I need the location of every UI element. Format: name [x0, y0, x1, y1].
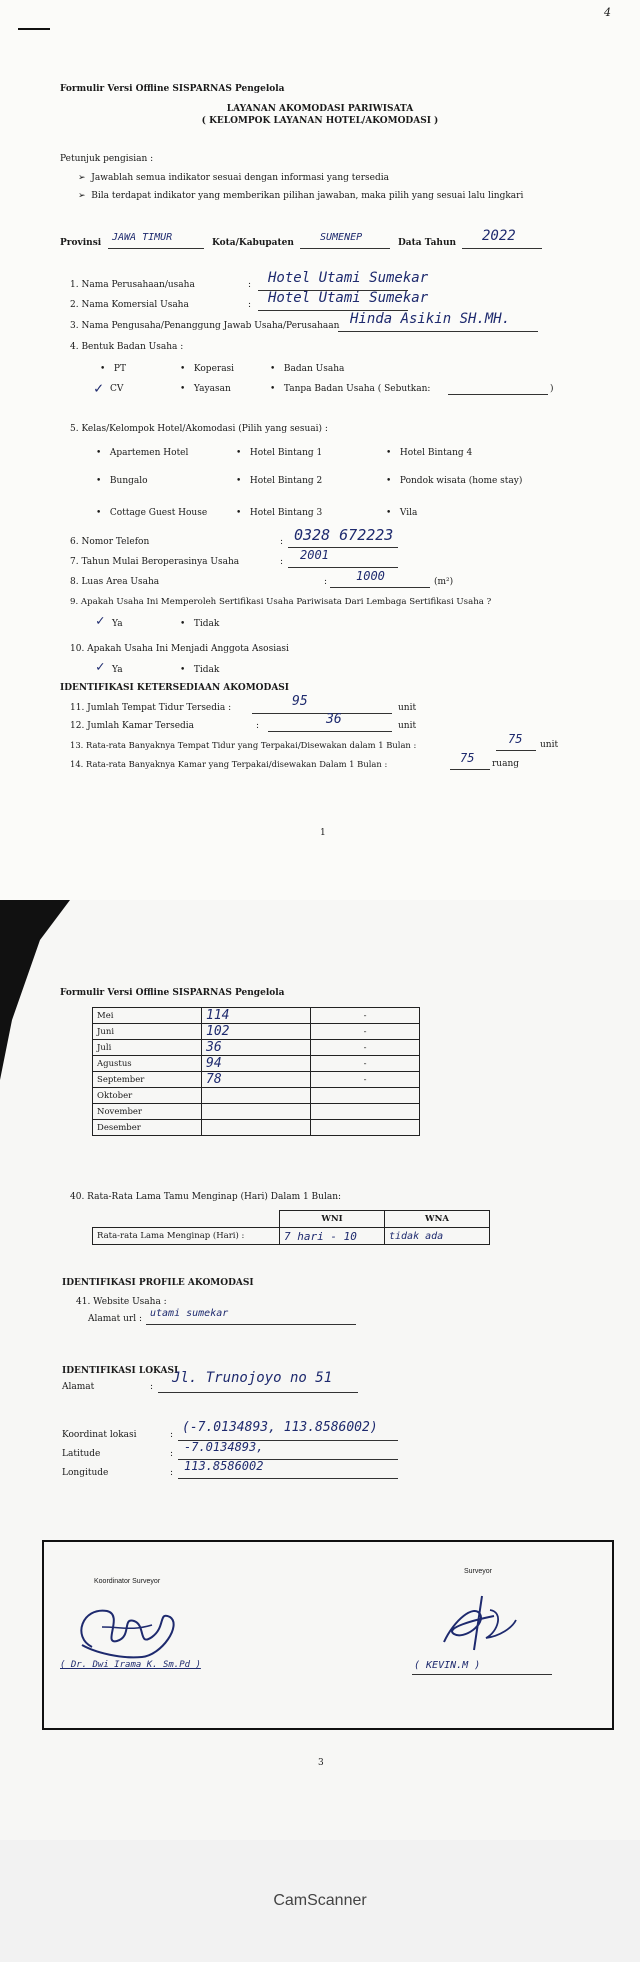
section-lokasi: IDENTIFIKASI LOKASI [62, 1366, 179, 1376]
q11-value: 95 [292, 694, 308, 709]
longitude-value: 113.8586002 [184, 1459, 264, 1473]
tahun-label: Data Tahun [398, 238, 457, 248]
corner-mark: 4 [604, 6, 611, 19]
surveyor-signature [424, 1590, 534, 1660]
table-row: Oktober [93, 1088, 420, 1104]
koordinat-label: Koordinat lokasi [62, 1430, 137, 1440]
page-number: 3 [318, 1758, 324, 1768]
table-row: Juni 102 - [93, 1024, 420, 1040]
q10-option-no[interactable]: • Tidak [180, 665, 220, 675]
tahun-value: 2022 [482, 228, 516, 244]
scan-shadow [0, 900, 80, 1100]
q7-label: 7. Tahun Mulai Beroperasinya Usaha [70, 557, 240, 567]
q2-label: 2. Nama Komersial Usaha [70, 300, 189, 310]
alamat-value: Jl. Trunojoyo no 51 [172, 1370, 333, 1386]
instructions-title: Petunjuk pengisian : [60, 154, 154, 164]
q5-option[interactable]: • Hotel Bintang 2 [236, 476, 323, 486]
q6-label: 6. Nomor Telefon [70, 537, 150, 547]
signature-box [42, 1540, 614, 1730]
provinsi-label: Provinsi [60, 238, 102, 248]
table-row: Mei 114 - [93, 1008, 420, 1024]
q4-check: ✓ [94, 379, 104, 397]
surveyor-label: Surveyor [464, 1568, 493, 1575]
q4-option-cv[interactable]: CV [110, 384, 124, 394]
q13-label: 13. Rata-rata Banyaknya Tempat Tidur yang Terpakai/Disewakan dalam 1 Bulan : [70, 740, 417, 750]
top-left-dash [18, 28, 50, 30]
heading-2: ( KELOMPOK LAYANAN HOTEL/AKOMODASI ) [201, 116, 439, 126]
q13-value: 75 [508, 732, 523, 746]
monthly-guests-table [92, 1007, 420, 1136]
q10-label: 10. Apakah Usaha Ini Menjadi Anggota Asosiasi [70, 644, 289, 654]
q5-option[interactable]: • Bungalo [96, 476, 148, 486]
form-title: Formulir Versi Offline SISPARNAS Pengelola [60, 988, 285, 998]
app-name: CamScanner [273, 1892, 367, 1909]
instruction-1: ➢ Jawablah semua indikator sesuai dengan informasi yang tersedia [78, 173, 389, 183]
latitude-value: -7.0134893, [184, 1440, 264, 1454]
q4-label: 4. Bentuk Badan Usaha : [70, 342, 184, 352]
kota-label: Kota/Kabupaten [212, 238, 294, 248]
q4-option-koperasi[interactable]: • Koperasi [180, 364, 235, 374]
table-row: November [93, 1104, 420, 1120]
q40-label: 40. Rata-Rata Lama Tamu Menginap (Hari) Dalam 1 Bulan: [70, 1192, 342, 1202]
instruction-2: ➢ Bila terdapat indikator yang memberikan pilihan jawaban, maka pilih yang sesuai lalu lingkari [78, 191, 524, 201]
q5-option[interactable]: • Apartemen Hotel [96, 448, 189, 458]
q5-label: 5. Kelas/Kelompok Hotel/Akomodasi (Pilih yang sesuai) : [70, 424, 328, 434]
q9-label: 9. Apakah Usaha Ini Memperoleh Sertifikasi Usaha Pariwisata Dari Lembaga Sertifikasi Usaha ? [70, 597, 492, 607]
q9-option-yes[interactable]: Ya [112, 619, 123, 629]
q9-check: ✓ [96, 613, 105, 629]
q5-option[interactable]: • Hotel Bintang 3 [236, 508, 323, 518]
q10-check: ✓ [96, 659, 105, 675]
q5-option[interactable]: • Hotel Bintang 1 [236, 448, 323, 458]
app-footer [0, 1840, 640, 1962]
table-row: Agustus 94 - [93, 1056, 420, 1072]
koordinator-label: Koordinator Surveyor [94, 1578, 161, 1585]
q9-option-no[interactable]: • Tidak [180, 619, 220, 629]
q8-value: 1000 [356, 569, 385, 583]
latitude-label: Latitude [62, 1449, 101, 1459]
section-profile: IDENTIFIKASI PROFILE AKOMODASI [62, 1278, 254, 1288]
q12-label: 12. Jumlah Kamar Tersedia [70, 721, 195, 731]
q5-option[interactable]: • Cottage Guest House [96, 508, 208, 518]
table-row: September 78 - [93, 1072, 420, 1088]
koordinator-signature [62, 1597, 202, 1667]
q2-value: Hotel Utami Sumekar [268, 290, 429, 306]
url-value: utami sumekar [150, 1308, 229, 1319]
q7-value: 2001 [300, 548, 329, 562]
koordinator-name: ( Dr. Dwi Irama K. Sm.Pd ) [60, 1660, 201, 1670]
q11-label: 11. Jumlah Tempat Tidur Tersedia : [70, 703, 232, 713]
q5-option[interactable]: • Vila [386, 508, 418, 518]
alamat-label: Alamat [62, 1382, 95, 1392]
q5-option[interactable]: • Hotel Bintang 4 [386, 448, 473, 458]
q41-label: 41. Website Usaha : [76, 1297, 167, 1307]
q4-option-tanpa[interactable]: • Tanpa Badan Usaha ( Sebutkan: [270, 384, 431, 394]
q12-value: 36 [326, 712, 342, 727]
surveyor-name: ( KEVIN.M ) [414, 1660, 481, 1671]
q8-unit: (m²) [434, 577, 454, 587]
table-row: Juli 36 - [93, 1040, 420, 1056]
q5-option[interactable]: • Pondok wisata (home stay) [386, 476, 523, 486]
q1-value: Hotel Utami Sumekar [268, 270, 429, 286]
table-row: Desember [93, 1120, 420, 1136]
q3-label: 3. Nama Pengusaha/Penanggung Jawab Usaha/Perusahaan [70, 321, 340, 331]
q14-value: 75 [460, 751, 475, 765]
url-label: Alamat url : [88, 1314, 142, 1324]
stay-duration-table: WNI WNA Rata-rata Lama Menginap (Hari) : 7 hari - 10 tidak ada [92, 1210, 490, 1245]
q4-option-pt[interactable]: • PT [100, 364, 126, 374]
form-page-1: 4 Formulir Versi Offline SISPARNAS Pengelola LAYANAN AKOMODASI PARIWISATA ( KELOMPOK LAYANAN HOTEL/AKOMODASI ) Petunjuk pengisian : ➢ Jawablah semua indikator sesuai dengan informasi yang tersedia ➢ Bila terdapat indikator yang memberikan pilihan jawaban, maka pilih yang sesuai lalu lingkari Provinsi JAWA TIMUR Kota/Kabupaten SUMENEP Data Tahun 2022 1. Nama Perusahaan/usaha : Hotel Utami Sumekar 2. Nama Komersial Usaha : Hotel Utami Sumekar 3. Nama Pengusaha/Penanggung Jawab Usaha/Perusahaan Hinda Asikin SH.MH. 4. Bentuk Badan Usaha : • PT • Koperasi • Badan Usaha ✓ CV • Yayasan • Tanpa Badan Usaha ( Sebutkan: ) 5. Kelas/Kelompok Hotel/Akomodasi (Pilih yang sesuai) : • Apartemen Hotel • Hotel Bintang 1 • Hotel Bintang 4 • Bungalo • Hotel Bintang 2 • Pondok wisata (home stay) • Cottage Guest House • Hotel Bintang 3 • Vila 6. Nomor Telefon : 0328 672223 7. Tahun Mulai Beroperasinya Usaha : 2001 8. Luas Area Usaha : 1000 (m²) 9. Apakah Usaha Ini Memperoleh Sertifikasi Usaha Pariwisata Dari Lembaga Sertifikasi Usaha ? ✓ Ya • Tidak 10. Apakah Usaha Ini Menjadi Anggota Asosiasi ✓ Ya • Tidak IDENTIFIKASI KETERSEDIAAN AKOMODASI 11. Jumlah Tempat Tidur Tersedia : 95 unit 12. Jumlah Kamar Tersedia : 36 unit 13. Rata-rata Banyaknya Tempat Tidur yang Terpakai/Disewakan dalam 1 Bulan : 75 unit 14. Rata-rata Banyaknya Kamar yang Terpakai/disewakan Dalam 1 Bulan : 75 ruang 1 [0, 0, 640, 900]
q8-label: 8. Luas Area Usaha [70, 577, 160, 587]
q14-label: 14. Rata-rata Banyaknya Kamar yang Terpakai/disewakan Dalam 1 Bulan : [70, 759, 388, 769]
q1-label: 1. Nama Perusahaan/usaha [70, 280, 195, 290]
q3-value: Hinda Asikin SH.MH. [350, 311, 511, 327]
section-ketersediaan: IDENTIFIKASI KETERSEDIAAN AKOMODASI [60, 683, 290, 693]
form-page-2: Formulir Versi Offline SISPARNAS Pengelola Mei 114 - Juni 102 - Juli 36 - Agustus 94 - September 78 - Oktober November Desember 40. Rata-Rata Lama Tamu Menginap (Hari) Dalam 1 Bulan: WNI WNA Rata-rata Lama Menginap (Hari) : 7 hari - 10 tidak ada IDENTIFIKASI PROFILE AKOMODASI 41. Website Usaha : Alamat url : utami sumekar IDENTIFIKASI LOKASI Alamat : Jl. Trunojoyo no 51 Koordinat lokasi : (-7.0134893, 113.8586002) Latitude : -7.0134893, Longitude : 113.8586002 Koordinator Surveyor ( Dr. Dwi Irama K. Sm.Pd ) Surveyor ( KEVIN.M ) 3 [0, 900, 640, 1840]
form-title: Formulir Versi Offline SISPARNAS Pengelola [60, 84, 285, 94]
kota-value: SUMENEP [320, 232, 363, 243]
page-number: 1 [320, 828, 326, 838]
provinsi-value: JAWA TIMUR [112, 232, 173, 243]
heading-1: LAYANAN AKOMODASI PARIWISATA [226, 104, 414, 114]
koordinat-value: (-7.0134893, 113.8586002) [182, 1420, 378, 1435]
longitude-label: Longitude [62, 1468, 109, 1478]
q4-option-badan-usaha[interactable]: • Badan Usaha [270, 364, 345, 374]
q10-option-yes[interactable]: Ya [112, 665, 123, 675]
q6-value: 0328 672223 [294, 526, 394, 544]
q4-option-yayasan[interactable]: • Yayasan [180, 384, 231, 394]
